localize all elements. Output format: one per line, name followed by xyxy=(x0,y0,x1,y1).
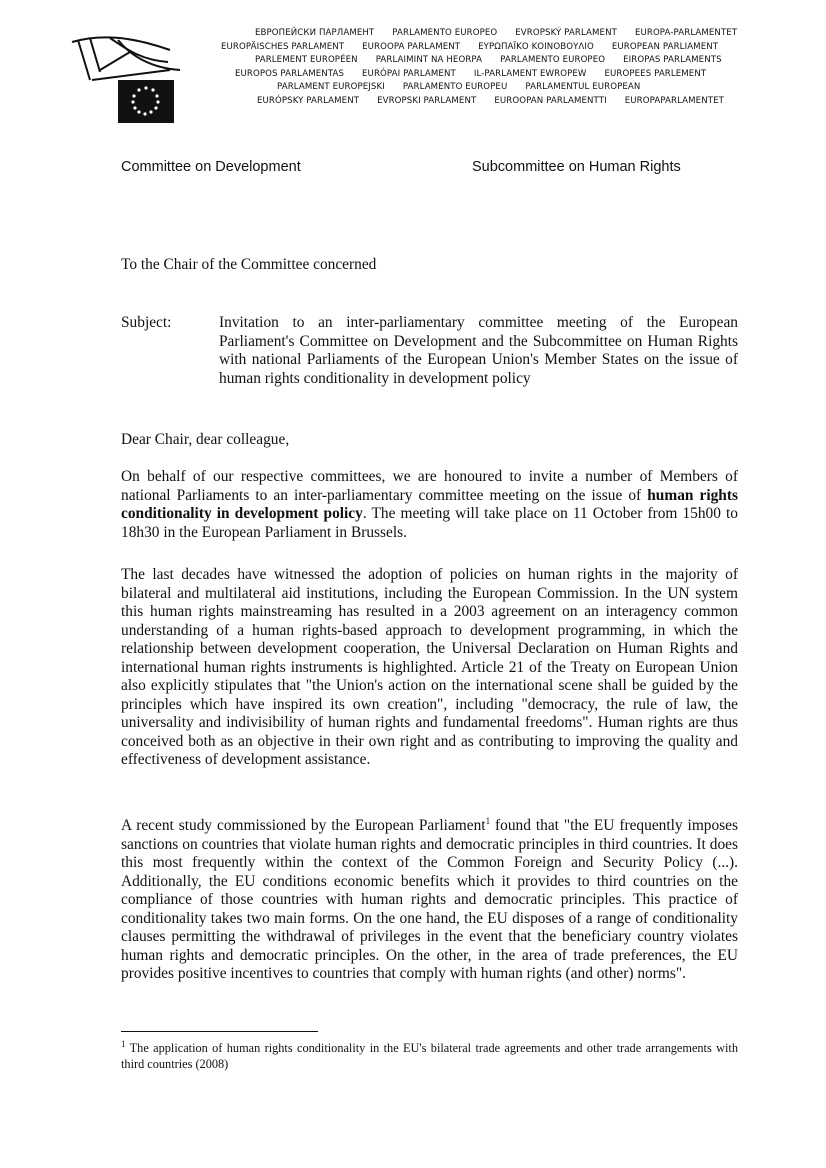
parliament-name: IL-PARLAMENT EWROPEW xyxy=(473,68,587,79)
parliament-name: EUROPAPARLAMENTET xyxy=(624,95,724,106)
parliament-name: PARLAMENT EUROPEJSKI xyxy=(277,82,385,92)
footnote xyxy=(121,1040,738,1072)
parliament-name: EUROOPA PARLAMENT xyxy=(362,41,461,52)
addressee: To the Chair of the Committee concerned xyxy=(121,256,377,273)
greeting: Dear Chair, dear colleague, xyxy=(121,431,290,448)
parliament-name: EUROPEAN PARLIAMENT xyxy=(611,41,719,52)
parliament-name: EIROPAS PARLAMENTS xyxy=(623,55,722,65)
letterhead-line xyxy=(215,27,745,41)
parliament-name: EUROOPAN PARLAMENTTI xyxy=(494,95,607,106)
parliament-name: PARLAMENTO EUROPEU xyxy=(402,82,508,92)
parliament-name: EVROPSKI PARLAMENT xyxy=(377,95,477,106)
parliament-name: EURÓPAI PARLAMENT xyxy=(362,68,456,79)
footnote-reference: 1 xyxy=(485,815,491,826)
parliament-names-multilingual xyxy=(215,27,745,108)
parliament-name: EUROPEES PARLEMENT xyxy=(604,68,707,79)
parliament-name: EUROPA-PARLAMENTET xyxy=(634,28,738,38)
letterhead-line xyxy=(215,68,745,82)
parliament-name: EUROPÄISCHES PARLAMENT xyxy=(221,41,345,52)
parliament-name: PARLAMENTO EUROPEO xyxy=(392,28,498,38)
paragraph-text: On behalf of our respective committees, we are honoured to invite a number of Members of national Parliaments to an inter-parliamentary committee meeting on the issue of xyxy=(121,468,738,504)
parliament-name: PARLAIMINT NA HEORPA xyxy=(375,55,483,65)
footnote-divider xyxy=(121,1031,318,1032)
letterhead-line xyxy=(215,95,745,109)
parliament-name: PARLAMENTO EUROPEO xyxy=(500,55,606,65)
parliament-name: PARLAMENTUL EUROPEAN xyxy=(525,82,641,92)
paragraph-text: found that "the EU frequently imposes sanctions on countries that violate human rights and democratic principles in third countries. It does this most frequently within the context of the Common Foreign and Security Policy (...). Additionally, the EU conditions economic benefits which it provides to third countries on the compliance of those countries with human rights and democratic principles. This practice of conditionality takes two main forms. On the one hand, the EU disposes of a range of conditionality clauses permitting the withdrawal of privileges in the event that the beneficiary country violates human rights and democratic principles. On the other, in the area of trade preferences, the EU provides positive incentives to countries that comply with human rights (and other) norms". xyxy=(121,817,738,982)
subject-label: Subject: xyxy=(121,314,172,331)
european-parliament-logo xyxy=(70,30,185,125)
parliament-name: ΕΥΡΩΠΑΪΚΟ ΚΟΙΝΟΒΟΥΛΙΟ xyxy=(478,41,594,52)
parliament-name: ЕВРОПЕЙСКИ ПАРЛАМЕНТ xyxy=(255,28,375,38)
subcommittee-name: Subcommittee on Human Rights xyxy=(472,159,681,175)
subject-text: Invitation to an inter-parliamentary committee meeting of the European Parliament's Committee on Development and the Subcommittee on Human Rights with national Parliaments of the European Union's Member States on the issue of human rights conditionality in development policy xyxy=(219,314,738,387)
footnote-marker: 1 xyxy=(121,1038,126,1049)
letterhead-line xyxy=(215,81,745,95)
footnote-text: The application of human rights conditionality in the EU's bilateral trade agreements and other trade arrangements with third countries (2008) xyxy=(121,1041,738,1071)
committee-name: Committee on Development xyxy=(121,159,301,175)
paragraph-invitation xyxy=(121,468,738,542)
paragraph-study xyxy=(121,817,738,984)
parliament-name: EUROPOS PARLAMENTAS xyxy=(235,68,345,79)
letterhead-line xyxy=(215,41,745,55)
paragraph-text: A recent study commissioned by the European Parliament xyxy=(121,817,486,834)
parliament-name: EURÓPSKY PARLAMENT xyxy=(257,95,360,106)
letterhead-line xyxy=(215,54,745,68)
paragraph-background: The last decades have witnessed the adoption of policies on human rights in the majority of bilateral and multilateral aid institutions, including the European Commission. In the UN system this human rights mainstreaming has resulted in a 2003 agreement on an interagency common understanding of a human rights-based approach to development programming, in which the relationship between development cooperation, the Universal Declaration on Human Rights and international human rights instruments is highlighted. Article 21 of the Treaty on European Union also explicitly stipulates that "the Union's action on the international scene shall be guided by the principles which have inspired its own creation", including "democracy, the rule of law, the universality and indivisibility of human rights and fundamental freedoms". Human rights are thus conceived both as an objective in their own right and as contributing to improving the quality and effectiveness of development assistance. xyxy=(121,566,738,768)
parliament-name: EVROPSKÝ PARLAMENT xyxy=(515,28,617,38)
meeting-topic: human rights conditionality in development policy xyxy=(121,486,738,522)
parliament-name: PARLEMENT EUROPÉEN xyxy=(255,55,358,65)
paragraph-text: . The meeting will take place on 11 October from 15h00 to 18h30 in the European Parliament in Brussels. xyxy=(121,505,738,541)
